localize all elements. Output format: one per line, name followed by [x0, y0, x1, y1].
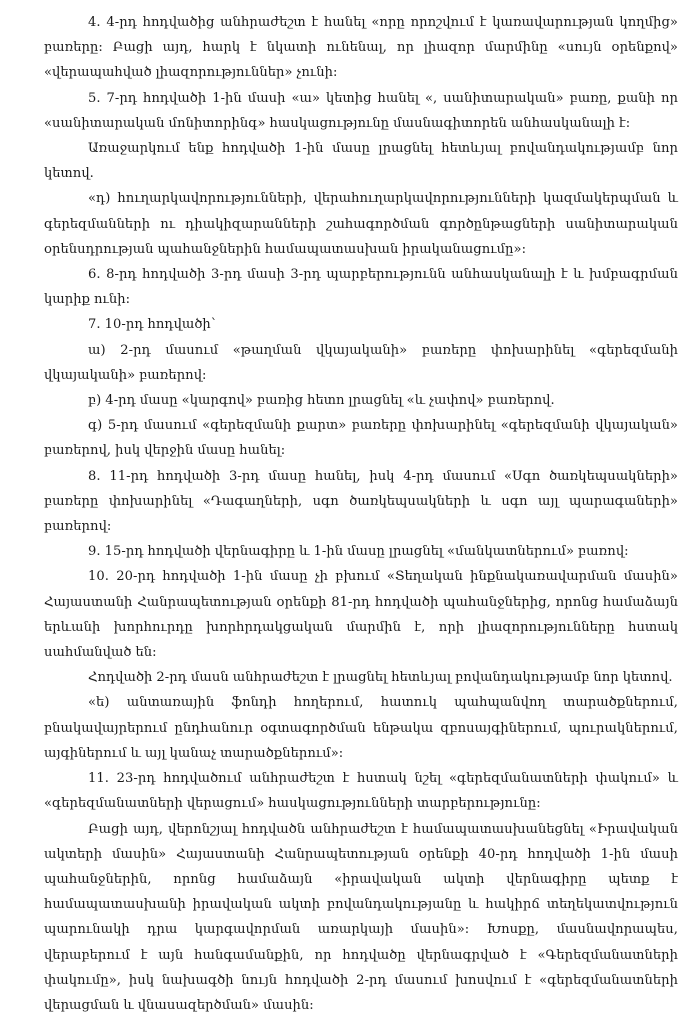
paragraph-quote-e: «ե) անտառային ֆոնդի հողերում, հատուկ պահպանվող տարածքներում, բնակավայրերում ընդհանուր օգտագործման ենթակա զբոսայգիներում, պուրակներում, այգիներում և այլ կանաչ տարածքներում»: — [44, 690, 678, 766]
paragraph-subitem-b: բ) 4-րդ մասը «կարգով» բառից հետո լրացնել «և չափով» բառերով. — [44, 388, 678, 413]
paragraph-item-4: 4. 4-րդ հոդվածից անհրաժեշտ է հանել «որը որոշվում է կառավարության կողմից» բառերը: Բացի այդ, հարկ է նկատի ունենալ, որ լիազոր մարմինը «սույն օրենքով» «վերապահված լիազորություններ» չունի: — [44, 10, 678, 86]
paragraph-item-6: 6. 8-րդ հոդվածի 3-րդ մասի 3-րդ պարբերությունն անհասկանալի է և խմբագրման կարիք ունի: — [44, 262, 678, 312]
paragraph-item-11: 11. 23-րդ հոդվածում անհրաժեշտ է հստակ նշել «գերեզմանատների փակում» և «գերեզմանատների վերացում» հասկացությունների տարբերությունը: — [44, 766, 678, 816]
paragraph-subitem-g: գ) 5-րդ մասում «գերեզմանի քարտ» բառերը փոխարինել «գերեզմանի վկայական» բառերով, իսկ վերջին մասը հանել: — [44, 413, 678, 463]
paragraph-item-8: 8. 11-րդ հոդվածի 3-րդ մասը հանել, իսկ 4-րդ մասում «Սգո ծառկեպսակների» բառերը փոխարինել «Դագաղների, սգո ծառկեպսակների և սգո այլ պարագաների» բառերով: — [44, 464, 678, 540]
paragraph-quote-d: «դ) հուղարկավորությունների, վերահուղարկավորությունների կազմակերպման և գերեզմանների ու դիակիզարանների շահագործման գործընթացների սանիտարական օրենսդրության պահանջներին համապատասխան իրականացումը»: — [44, 186, 678, 262]
paragraph-subitem-a: ա) 2-րդ մասում «թաղման վկայականի» բառերը փոխարինել «գերեզմանի վկայականի» բառերով: — [44, 338, 678, 388]
paragraph-item-9: 9. 15-րդ հոդվածի վերնագիրը և 1-ին մասը լրացնել «մանկատներում» բառով: — [44, 539, 678, 564]
paragraph-closing: Բացի այդ, վերոնշյալ հոդվածն անհրաժեշտ է համապատասխանեցնել «Իրավական ակտերի մասին» Հայաստանի Հանրապետության օրենքի 40-րդ հոդվածի 1-ին մասի պահանջներին, որոնց համաձայն «իրավական ակտի վերնագիրը պետք է համապատասխանի իրավական ակտի բովանդակությանը և հակիրճ տեղեկատվություն պարունակի դրա կարգավորման առարկայի մասին»: Խոսքը, մասնավորապես, վերաբերում է այն հանգամանքին, որ հոդվածը վերնագրված է «Գերեզմանատների փակումը», իսկ նախագծի նույն հոդվածի 2-րդ մասում խոսվում է «գերեզմանատների վերացման և վնասազերծման» մասին: — [44, 817, 678, 1018]
paragraph-item-10: 10. 20-րդ հոդվածի 1-ին մասը չի բխում «Տեղական ինքնակառավարման մասին» Հայաստանի Հանրապետության օրենքի 81-րդ հոդվածի պահանջներից, որոնց համաձայն երևանի խորհուրդը խորհրդակցական մարմին է, որի լիազորությունները հստակ սահմանված են: — [44, 564, 678, 665]
paragraph-item-7: 7. 10-րդ հոդվածի՝ — [44, 312, 678, 337]
paragraph-item-5: 5. 7-րդ հոդվածի 1-ին մասի «ա» կետից հանել «, սանիտարական» բառը, քանի որ «սանիտարական մոնիտորինգ» հասկացությունը մասնագիտորեն անհասկանալի է: — [44, 86, 678, 136]
paragraph-proposal-1: Առաջարկում ենք հոդվածի 1-ին մասը լրացնել հետևյալ բովանդակությամբ նոր կետով. — [44, 136, 678, 186]
paragraph-proposal-2: Հոդվածի 2-րդ մասն անհրաժեշտ է լրացնել հետևյալ բովանդակությամբ նոր կետով. — [44, 665, 678, 690]
